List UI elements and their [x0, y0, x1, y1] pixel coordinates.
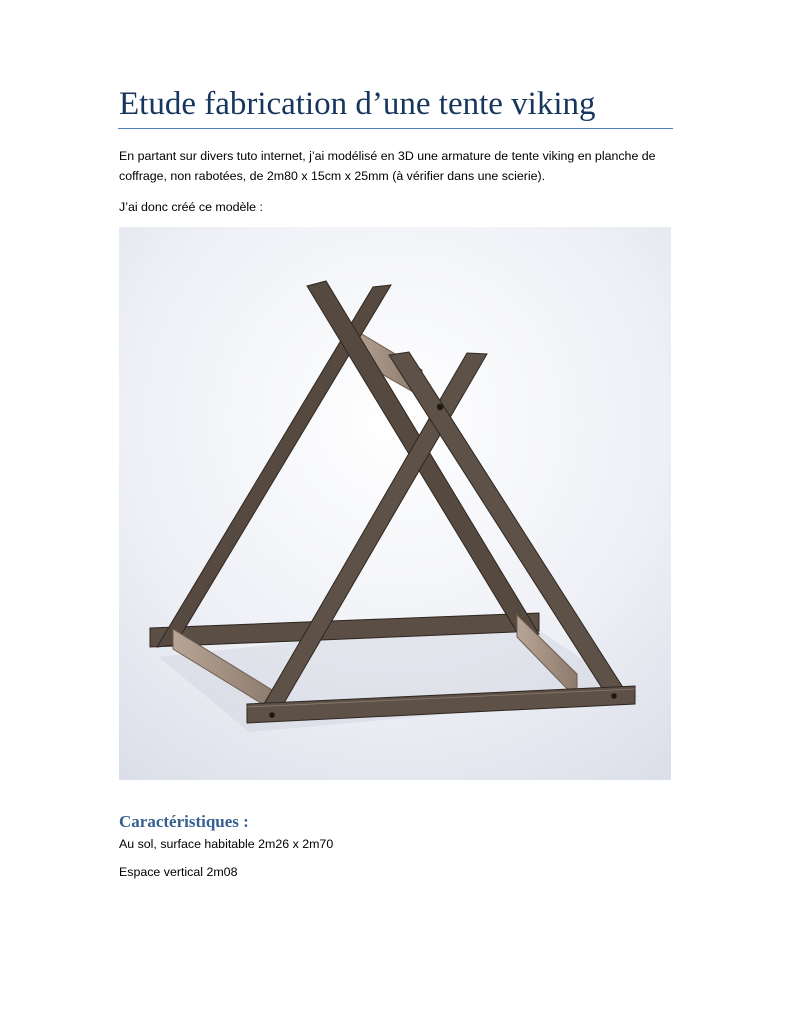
intro-paragraph: En partant sur divers tuto internet, j’ai modélisé en 3D une armature de tente viking en planche de coffrage, non rabotées, de 2m80 x 15cm x 25mm (à vérifier dans une scierie).: [119, 149, 656, 183]
page-title: Etude fabrication d’une tente viking: [119, 86, 596, 122]
spec-floor-area: Au sol, surface habitable 2m26 x 2m70: [119, 837, 334, 851]
title-underline: [118, 128, 673, 129]
tent-frame-render: [119, 227, 671, 780]
spec-vertical-space: Espace vertical 2m08: [119, 865, 238, 879]
model-intro-paragraph: J’ai donc créé ce modèle :: [119, 200, 263, 214]
section-title: Caractéristiques :: [119, 812, 249, 831]
